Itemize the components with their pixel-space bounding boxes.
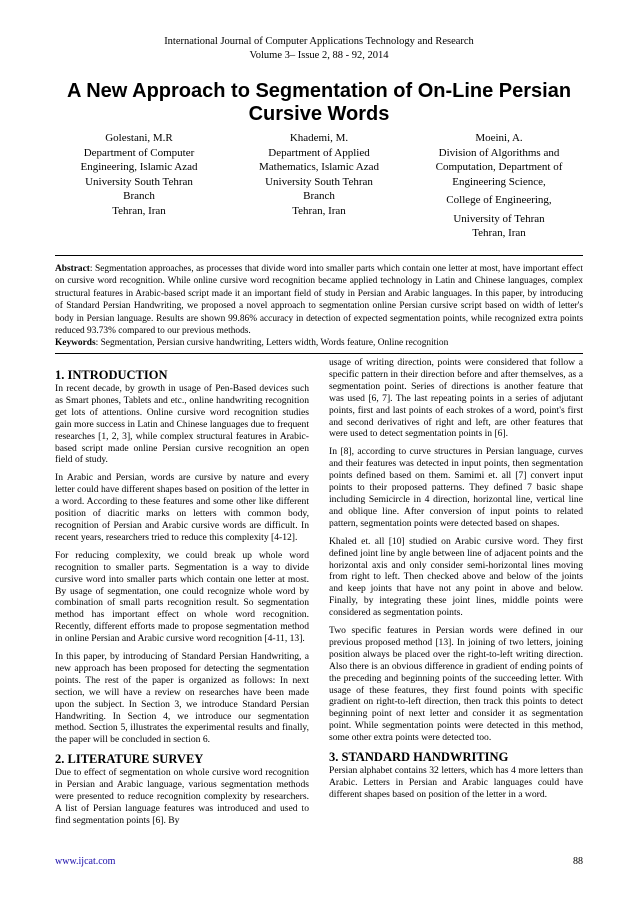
paragraph: Persian alphabet contains 32 letters, which has 4 more letters than Arabic. Letters in Persian and Arabic languages could have different shapes based on position of the letter in a word. (329, 765, 583, 800)
author-block (55, 131, 583, 241)
author-affiliation: Division of Algorithms and (438, 146, 560, 159)
author-location: Tehran, Iran (472, 227, 526, 239)
section-heading-standard-handwriting: 3. STANDARD HANDWRITING (329, 750, 509, 765)
author-affiliation: Mathematics, Islamic Azad (258, 161, 380, 173)
divider-bottom (55, 353, 583, 354)
abstract-text: : Segmentation approaches, as processes that divide word into smaller parts which contain one letter at most, have important effect on cursive word recognition. While online cursive word recognition became applied technology in Latin and Chinese languages, complex structural features in Arabic-based script made it an important field of study in Persian and Arabic languages. In this paper, by introducing of Standard Persian Handwriting, we proposed a novel approach to segmentation online Persian cursive script based on width of letter's body in Persian language. Results are shown 99.86% accuracy in detection of expected segmentation points, while recognized extra points reduced 93.73% compared to our previous methods. (55, 264, 583, 337)
author-name: Golestani, M.R (105, 132, 173, 144)
section-heading-literature-survey: 2. LITERATURE SURVEY (55, 752, 204, 767)
author-name: Moeini, A. (475, 132, 523, 144)
paragraph: usage of writing direction, points were considered that follow a specific pattern in their direction before and after themselves, as a segmentation point. Series of directions is another feature that was used [6, 7]. The last repeating points in a series of adjutant points, first and last points of each strokes of a word, point's first and second derivatives of right and left, are other features that were used to detect segmentation points in [6]. (329, 357, 583, 440)
author-location: Tehran, Iran (292, 204, 346, 217)
paper-title (40, 80, 598, 126)
left-column (55, 368, 309, 833)
title-line-1: A New Approach to Segmentation of On-Line Persian (66, 80, 572, 102)
journal-volume: Volume 3– Issue 2, 88 - 92, 2014 (249, 50, 389, 61)
paragraph: Due to effect of segmentation on whole cursive word recognition in Persian and Arabic language, various segmentation methods were presented to reduce recognition complexity by researchers. A list of Persian language features was introduced and used to find segmentation points [6]. By (55, 767, 309, 826)
keywords (55, 337, 583, 349)
journal-url-link[interactable]: www.ijcat.com (55, 856, 116, 867)
section-heading-introduction: 1. INTRODUCTION (55, 368, 168, 382)
author-affiliation: Branch (123, 190, 155, 202)
right-column (329, 357, 583, 807)
author-affiliation: Engineering, Islamic Azad (80, 161, 198, 173)
title-line-2: Cursive Words (248, 103, 390, 125)
author-affiliation: Branch (303, 190, 335, 202)
divider-top (55, 255, 583, 256)
paragraph: For reducing complexity, we could break up whole word recognition to smaller parts. Segmentation is a way to divide cursive word into smaller parts which contain one letter at most. By usage of segmentation, one could recognize whole word by combination of small parts recognition result. So segmentation method has important effect on whole word recognition. Recently, different efforts made to propose segmentation method in online Persian and Arabic cursive word recognition [4-11, 13]. (55, 549, 309, 645)
paragraph: In this paper, by introducing of Standard Persian Handwriting, a new approach has been proposed for detecting the segmentation points. The rest of the paper is organized as follows: In next section, we will have a review on researches have been made upon the subject. In Section 3, we introduce Standard Persian Handwriting. In Section 4, we introduce our segmentation method. Section 5, illustrates the experimental results and finally, the paper will be concluded in section 6. (55, 651, 309, 746)
author-3 (415, 131, 583, 241)
paragraph: In recent decade, by growth in usage of Pen-Based devices such as Smart phones, Tablets and etc., online handwriting recognition get lots of attentions. Online cursive word recognition studies gain more success in Latin and Chinese languages due to frequent researches [1, 2, 3], while complex structural features in Arabic-based script made online Persian cursive recognition an open field of study. (55, 383, 309, 466)
author-affiliation: University of Tehran (453, 212, 545, 225)
author-affiliation: Engineering Science, (452, 175, 546, 188)
paragraph: In [8], according to curve structures in Persian language, curves and their features was detected in input points, then segmentation points defined based on them. Samimi et. all [7] convert input points to their proposed patterns. They defined 7 basic shape including Semicircle in 4 direction, horizontal line, vertical line and oblique line. After conversion of input points to related pattern, segmentation points were detected based on shapes. (329, 446, 583, 529)
page-number: 88 (573, 856, 583, 867)
author-affiliation: Department of Applied (268, 146, 370, 159)
author-2 (235, 131, 403, 241)
author-affiliation: University South Tehran (85, 175, 193, 188)
author-affiliation: University South Tehran (265, 175, 373, 188)
keywords-text: : Segmentation, Persian cursive handwriting, Letters width, Words feature, Online recognition (95, 338, 449, 348)
author-affiliation: College of Engineering, (446, 194, 552, 206)
paragraph: Two specific features in Persian words were defined in our previous proposed method [13]. In joining of two letters, joining position always be placed over the right-to-left writing direction. Also there is an obvious difference in gradient of ending points of the preceding and beginning points of the succeeding letter. With usage of these features, they first found points with specific gradient on right-to-left direction, then track this points to detect beginning point of next letter and consider it as segmentation point. While segmentation points were detected in this method, some other extra points were detected too. (329, 625, 583, 744)
abstract (55, 263, 583, 337)
paragraph: In Arabic and Persian, words are cursive by nature and every letter could have different shapes based on position of the letter in a word. According to these features and some other like different position of diacritic marks on letters with common body, recognition of Persian and Arabic cursive words are difficult. In recent years, researchers tried to reduce this complexity [4-12]. (55, 472, 309, 543)
author-affiliation: Computation, Department of (435, 161, 563, 173)
author-location: Tehran, Iran (112, 204, 166, 217)
author-name: Khademi, M. (289, 132, 349, 144)
paragraph: Khaled et. all [10] studied on Arabic cursive word. They first defined joint line by angle between line of adjacent points and the horizontal axis and only consider semi-horizontal lines moving from right to left. Then checked above and below of the joints and keep joints that have not any point in above and below. Finally, by integrating these joint lines, middle points were considered as segmentation points. (329, 535, 583, 619)
journal-name: International Journal of Computer Applications Technology and Research (164, 36, 474, 47)
abstract-label: Abstract (55, 264, 90, 274)
author-affiliation: Department of Computer (83, 146, 195, 159)
keywords-label: Keywords (55, 338, 96, 348)
author-1 (55, 131, 223, 241)
journal-header (0, 35, 638, 63)
